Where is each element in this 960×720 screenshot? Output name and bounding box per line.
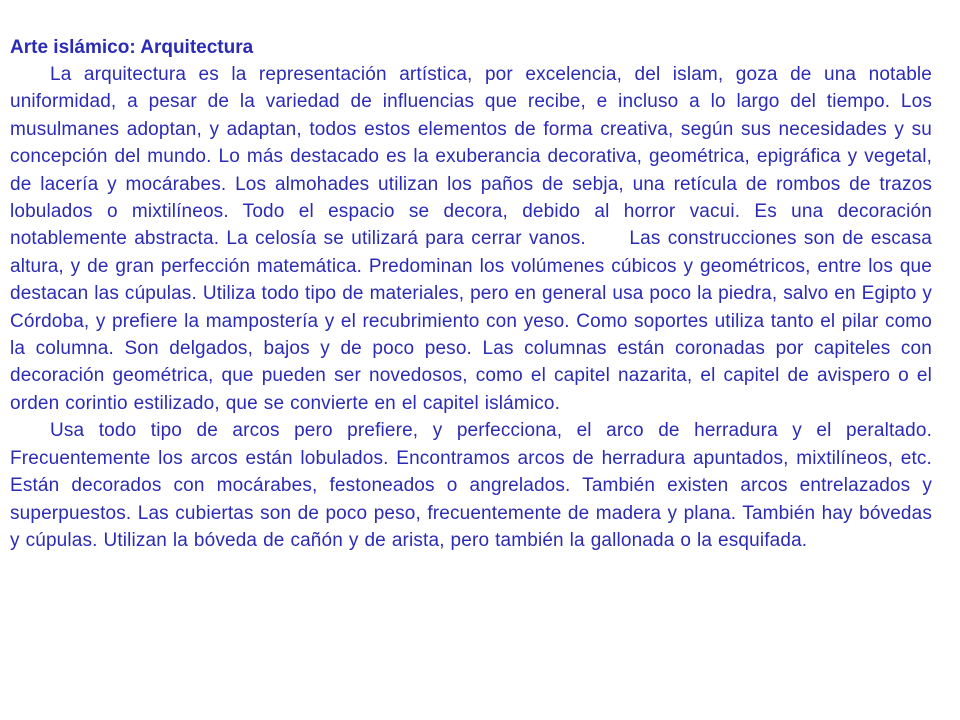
paragraph-arcos: Usa todo tipo de arcos pero prefiere, y perfecciona, el arco de herradura y el peraltado. Frecuentemente los arcos están lobulados. Encontramos arcos de herradura apuntados, mixtilíneos, etc. Están decorados con mocárabes, festoneados o angrelados. También existen arcos entrelazados y superpuestos. Las cubiertas son de poco peso, frecuentemente de madera y plana. También hay bóvedas y cúpulas. Utilizan la bóveda de cañón y de arista, pero también la gallonada o la esquifada. bbox=[10, 420, 932, 551]
document-title: Arte islámico: Arquitectura bbox=[10, 37, 254, 58]
paragraph-arquitectura: La arquitectura es la representación artística, por excelencia, del islam, goza de una notable uniformidad, a pesar de la variedad de influencias que recibe, e incluso a lo largo del tiempo. Los musulmanes adoptan, y adaptan, todos estos elementos de forma creativa, según sus necesidades y su concepción del mundo. Lo más destacado es la exuberancia decorativa, geométrica, epigráfica y vegetal, de lacería y mocárabes. Los almohades utilizan los paños de sebja, una retícula de rombos de trazos lobulados o mixtilíneos. Todo el espacio se decora, debido al horror vacui. Es una decoración notablemente abstracta. La celosía se utilizará para cerrar vanos. Las construcciones son de escasa altura, y de gran perfección matemática. Predominan los volúmenes cúbicos y geométricos, entre los que destacan las cúpulas. Utiliza todo tipo de materiales, pero en general usa poco la piedra, salvo en Egipto y Córdoba, y prefiere la mampostería y el recubrimiento con yeso. Como soportes utiliza tanto el pilar como la columna. Son delgados, bajos y de poco peso. Las columnas están coronadas por capiteles con decoración geométrica, que pueden ser novedosos, como el capitel nazarita, el capitel de avispero o el orden corintio estilizado, que se convierte en el capitel islámico. bbox=[10, 64, 938, 414]
